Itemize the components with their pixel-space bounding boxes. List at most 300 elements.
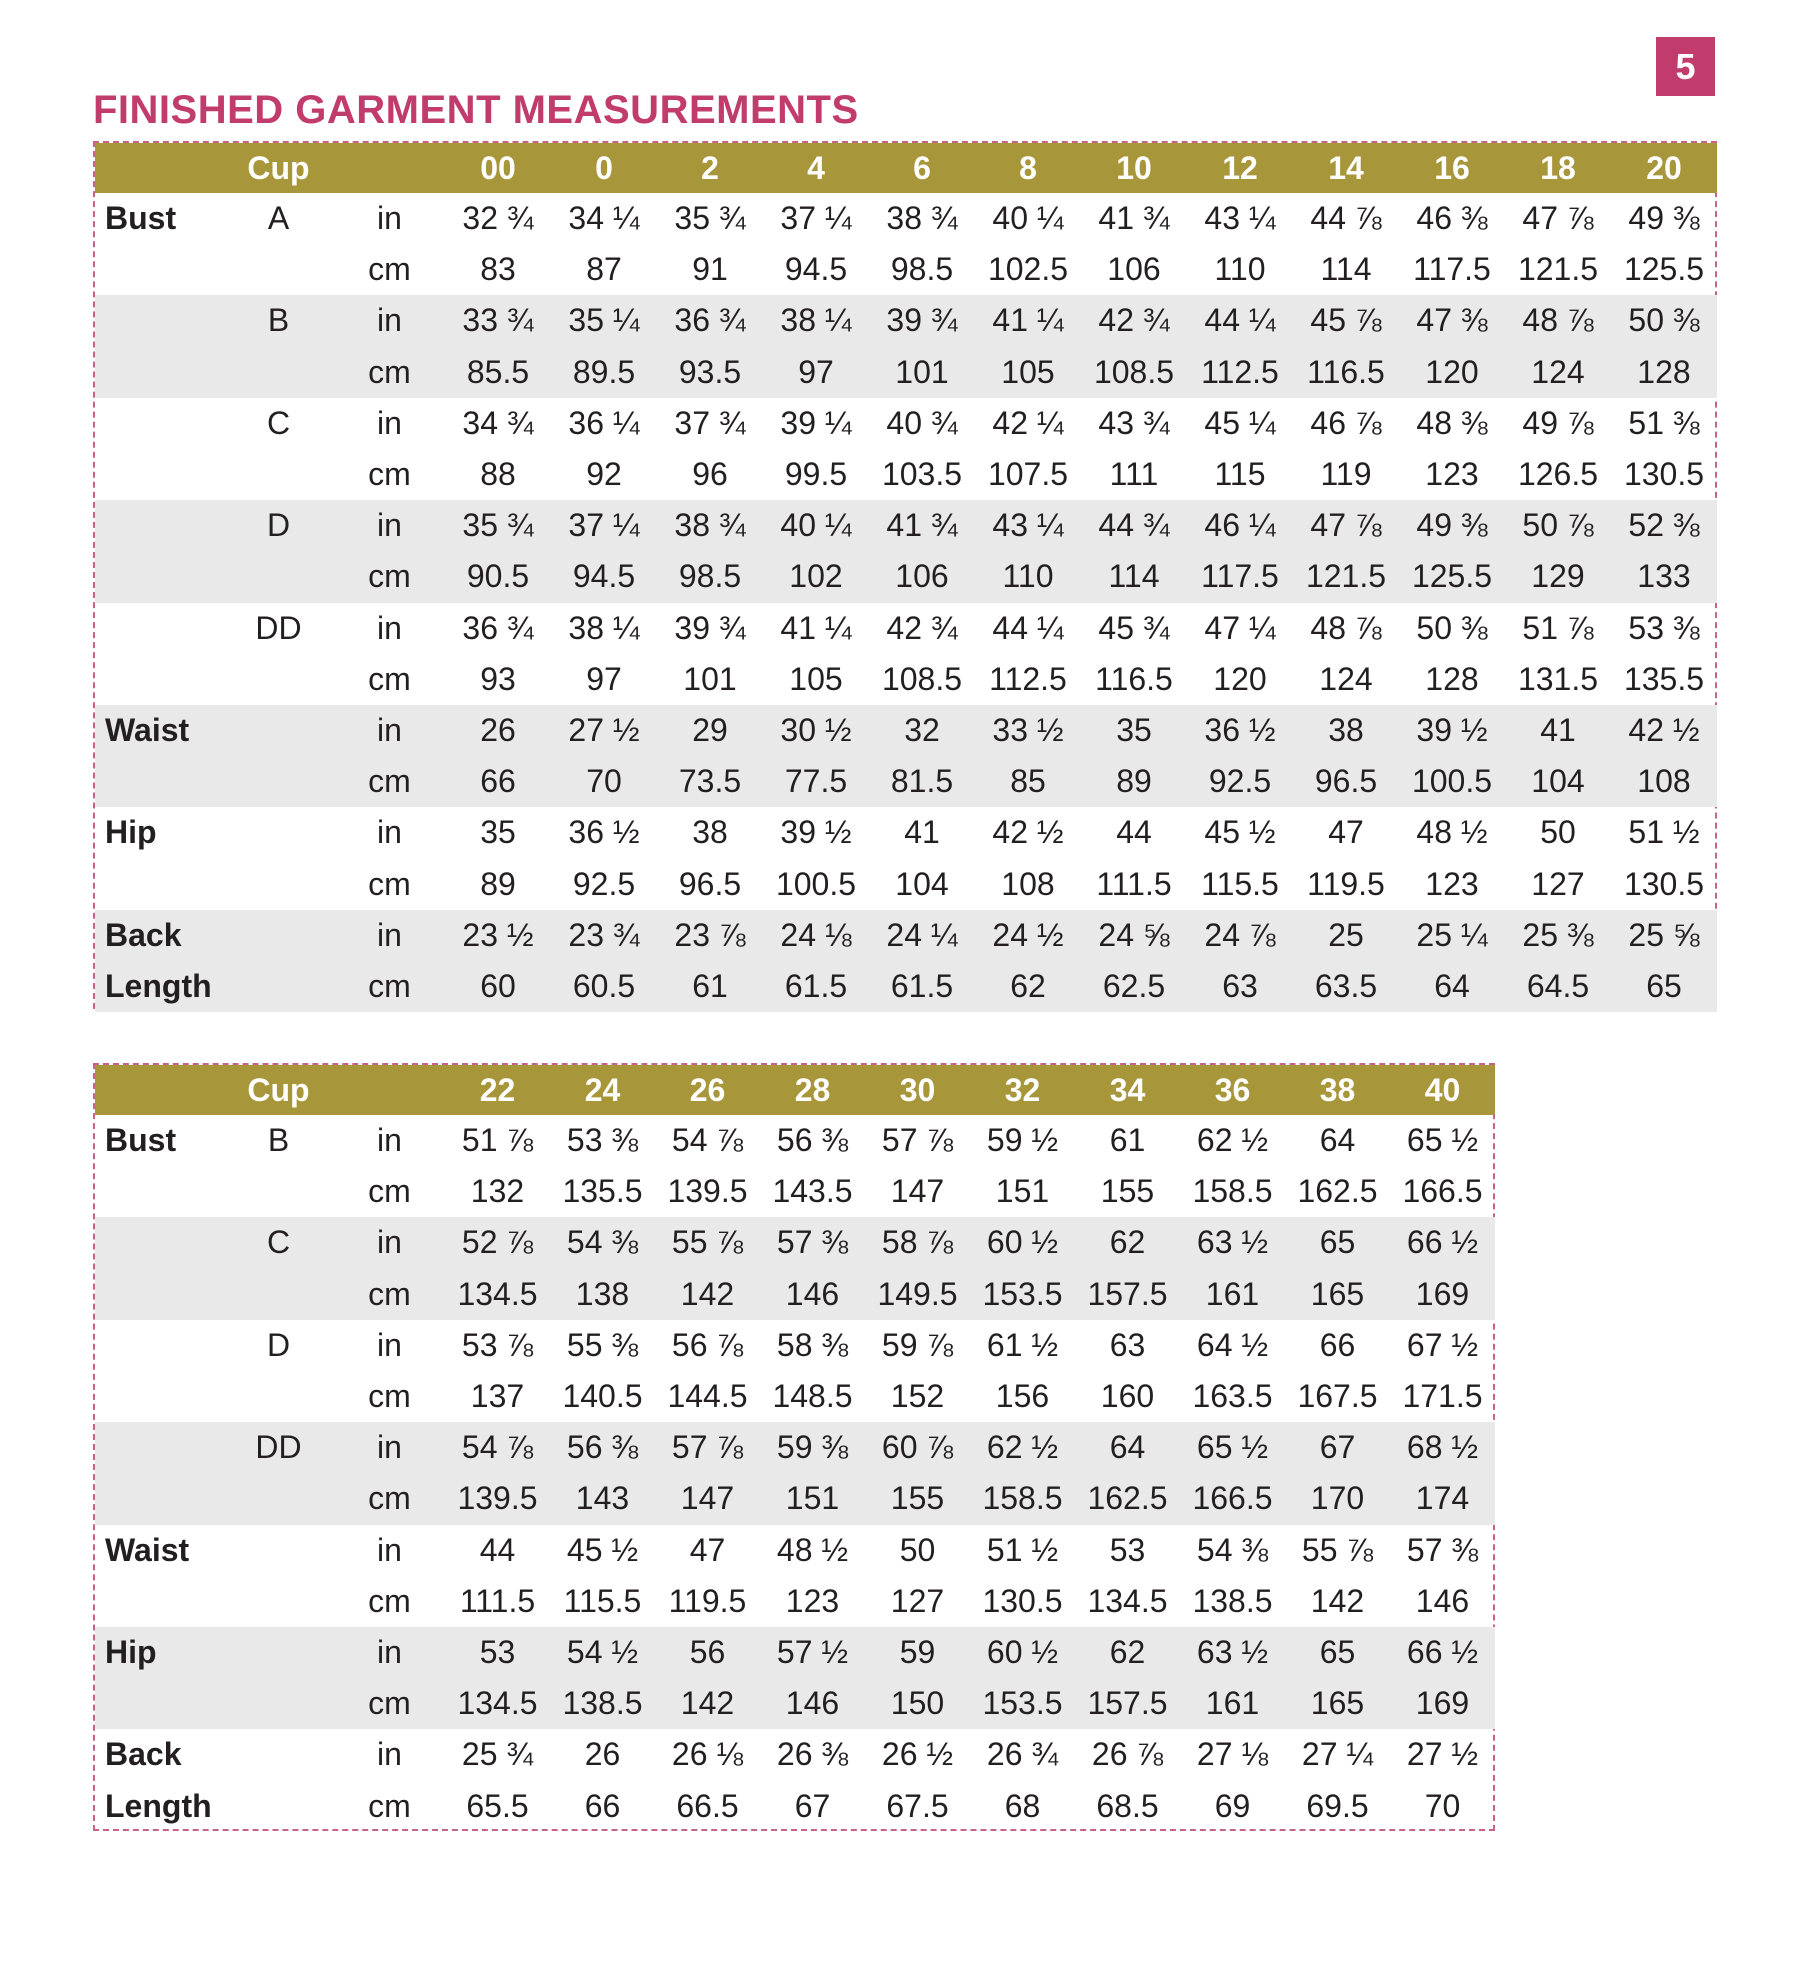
value-cell: 133	[1611, 551, 1717, 602]
value-cell: 134.5	[445, 1269, 550, 1320]
value-cell: 57 ⅞	[881, 1122, 954, 1159]
value-cell: 60 ½	[970, 1217, 1075, 1268]
value-cell: 155	[865, 1473, 970, 1524]
value-cell: 48 ½	[1416, 814, 1488, 851]
value-cell: 46 ⅞	[1310, 404, 1382, 441]
value-cell: 58 ⅞	[865, 1217, 970, 1268]
value-cell: 151	[760, 1473, 865, 1524]
value-cell: 36 ¾	[462, 609, 534, 646]
value-cell: 32 ¾	[462, 200, 534, 237]
value-cell: 161	[1180, 1269, 1285, 1320]
value-cell: 26 ⅞	[1091, 1736, 1164, 1773]
measurement-name-cell	[95, 551, 223, 602]
table-row	[95, 858, 1717, 909]
value-cell: 96.5	[1293, 756, 1399, 807]
value-cell: 132	[470, 1173, 525, 1210]
value-cell: 42 ¼	[992, 404, 1064, 441]
value-cell: 139.5	[667, 1173, 748, 1210]
value-cell: 59 ½	[986, 1122, 1059, 1159]
value-cell: 135.5	[1623, 660, 1705, 697]
value-cell: 147	[655, 1473, 760, 1524]
value-cell: 53 ⅜	[1628, 609, 1700, 646]
value-cell: 167.5	[1297, 1378, 1378, 1415]
value-cell: 24 ¼	[869, 910, 975, 961]
value-cell: 157.5	[1075, 1678, 1180, 1729]
measurement-name-cell	[95, 1576, 223, 1627]
value-cell: 110	[1214, 251, 1266, 288]
measurement-name-cell	[95, 756, 223, 807]
value-cell: 81.5	[869, 756, 975, 807]
value-cell: 66	[584, 1787, 621, 1824]
header-blank-cell	[334, 1065, 445, 1115]
value-cell: 41 ¼	[975, 295, 1081, 346]
cup-size-cell	[223, 756, 334, 807]
value-cell: 137	[470, 1378, 525, 1415]
value-cell: 162.5	[1075, 1473, 1180, 1524]
table-header-row	[95, 143, 1717, 193]
value-cell: 62	[1075, 1627, 1180, 1678]
value-cell: 37 ¼	[551, 500, 657, 551]
value-cell: 45 ⅞	[1293, 295, 1399, 346]
value-cell: 129	[1505, 551, 1611, 602]
value-cell: 38 ¾	[657, 500, 763, 551]
measurement-name-cell	[95, 398, 223, 449]
value-cell: 48 ⅞	[1505, 295, 1611, 346]
header-size-cell: 16	[1399, 143, 1505, 193]
value-cell: 39 ¾	[674, 609, 746, 646]
header-size-cell: 10	[1081, 143, 1187, 193]
value-cell: 162.5	[1297, 1173, 1378, 1210]
value-cell: 96	[692, 456, 728, 493]
value-cell: 41 ¼	[780, 609, 852, 646]
value-cell: 60.5	[551, 961, 657, 1012]
cup-size-cell: A	[267, 200, 290, 237]
value-cell: 38	[1293, 705, 1399, 756]
header-blank-cell	[95, 143, 223, 193]
header-size-cell: 4	[763, 143, 869, 193]
unit-cell: cm	[334, 961, 445, 1012]
value-cell: 108.5	[881, 660, 963, 697]
table-row	[95, 1269, 1495, 1320]
cup-size-cell	[223, 1576, 334, 1627]
unit-cell: in	[377, 1736, 402, 1773]
measurement-name-cell	[95, 500, 223, 551]
value-cell: 85	[975, 756, 1081, 807]
cup-size-cell	[223, 705, 334, 756]
table-row	[95, 910, 1717, 961]
value-cell: 44 ⅞	[1310, 200, 1382, 237]
cup-size-cell: B	[267, 1122, 290, 1159]
value-cell: 24 ⅛	[763, 910, 869, 961]
value-cell: 115	[1214, 456, 1266, 493]
value-cell: 26	[445, 705, 551, 756]
value-cell: 23 ⅞	[657, 910, 763, 961]
table-row	[95, 1473, 1495, 1524]
cup-size-cell: DD	[255, 609, 302, 646]
value-cell: 101	[683, 660, 737, 697]
value-cell: 65	[1611, 961, 1717, 1012]
unit-cell: cm	[334, 1678, 445, 1729]
header-size-cell: 12	[1187, 143, 1293, 193]
unit-cell: in	[334, 1217, 445, 1268]
value-cell: 112.5	[1187, 347, 1293, 398]
value-cell: 166.5	[1402, 1173, 1483, 1210]
value-cell: 42 ¾	[886, 609, 958, 646]
value-cell: 35	[480, 814, 516, 851]
table-row	[95, 244, 1717, 295]
value-cell: 100.5	[775, 865, 857, 902]
measurement-name-cell	[95, 654, 223, 705]
value-cell: 42 ½	[1611, 705, 1717, 756]
table-row	[95, 1166, 1495, 1217]
value-cell: 130.5	[1623, 456, 1705, 493]
value-cell: 112.5	[989, 660, 1067, 697]
value-cell: 61.5	[763, 961, 869, 1012]
unit-cell: in	[334, 500, 445, 551]
value-cell: 65 ½	[1406, 1122, 1479, 1159]
value-cell: 44	[479, 1531, 516, 1568]
value-cell: 153.5	[970, 1269, 1075, 1320]
value-cell: 47 ⅞	[1522, 200, 1594, 237]
value-cell: 59	[865, 1627, 970, 1678]
cup-size-cell	[223, 961, 334, 1012]
table-row	[95, 705, 1717, 756]
value-cell: 85.5	[445, 347, 551, 398]
value-cell: 116.5	[1293, 347, 1399, 398]
measurement-name-cell	[95, 603, 223, 654]
measurement-name-cell	[95, 1422, 223, 1473]
measurement-name-cell	[95, 1217, 223, 1268]
value-cell: 26 ¾	[986, 1736, 1059, 1773]
value-cell: 138.5	[550, 1678, 655, 1729]
unit-cell: cm	[368, 1173, 411, 1210]
value-cell: 156	[995, 1378, 1050, 1415]
value-cell: 57 ⅞	[655, 1422, 760, 1473]
table-row	[95, 1422, 1495, 1473]
table-row	[95, 1576, 1495, 1627]
value-cell: 63	[1109, 1326, 1146, 1363]
value-cell: 38 ¾	[886, 200, 958, 237]
value-cell: 140.5	[562, 1378, 643, 1415]
value-cell: 42 ½	[992, 814, 1064, 851]
value-cell: 47 ¼	[1204, 609, 1276, 646]
value-cell: 119.5	[1307, 865, 1385, 902]
value-cell: 46 ¼	[1187, 500, 1293, 551]
value-cell: 158.5	[970, 1473, 1075, 1524]
value-cell: 38 ¼	[763, 295, 869, 346]
cup-size-cell	[223, 1780, 334, 1831]
value-cell: 123	[785, 1582, 840, 1619]
value-cell: 62 ½	[1196, 1122, 1269, 1159]
value-cell: 138.5	[1192, 1582, 1273, 1619]
header-size-cell: 8	[975, 143, 1081, 193]
value-cell: 144.5	[667, 1378, 748, 1415]
value-cell: 110	[975, 551, 1081, 602]
value-cell: 51 ½	[1628, 814, 1700, 851]
cup-size-cell: B	[223, 295, 334, 346]
value-cell: 98.5	[890, 251, 954, 288]
unit-cell: cm	[334, 551, 445, 602]
value-cell: 92.5	[572, 865, 636, 902]
value-cell: 142	[655, 1678, 760, 1729]
header-size-cell: 6	[869, 143, 975, 193]
value-cell: 155	[1100, 1173, 1155, 1210]
value-cell: 174	[1390, 1473, 1495, 1524]
value-cell: 47 ⅞	[1293, 500, 1399, 551]
value-cell: 26	[584, 1736, 621, 1773]
value-cell: 67	[794, 1787, 831, 1824]
value-cell: 171.5	[1402, 1378, 1483, 1415]
measurement-name-cell	[95, 1269, 223, 1320]
unit-cell: cm	[334, 1473, 445, 1524]
value-cell: 68.5	[1096, 1787, 1159, 1824]
value-cell: 60 ⅞	[865, 1422, 970, 1473]
value-cell: 25 ⅝	[1611, 910, 1717, 961]
value-cell: 143.5	[772, 1173, 853, 1210]
cup-size-cell	[223, 858, 334, 909]
value-cell: 66	[1319, 1326, 1356, 1363]
value-cell: 108.5	[1081, 347, 1187, 398]
unit-cell: in	[334, 295, 445, 346]
value-cell: 115.5	[1201, 865, 1279, 902]
value-cell: 151	[995, 1173, 1050, 1210]
value-cell: 25	[1293, 910, 1399, 961]
value-cell: 51 ½	[986, 1531, 1059, 1568]
value-cell: 125.5	[1399, 551, 1505, 602]
header-blank-cell	[334, 143, 445, 193]
value-cell: 41	[1505, 705, 1611, 756]
value-cell: 41 ¾	[869, 500, 975, 551]
value-cell: 38	[692, 814, 728, 851]
unit-cell: cm	[334, 1269, 445, 1320]
value-cell: 54 ⅞	[445, 1422, 550, 1473]
value-cell: 94.5	[551, 551, 657, 602]
value-cell: 50	[1540, 814, 1576, 851]
value-cell: 99.5	[784, 456, 848, 493]
table-row	[95, 961, 1717, 1012]
table-row	[95, 807, 1717, 858]
cup-size-cell: D	[266, 1326, 291, 1363]
value-cell: 90.5	[445, 551, 551, 602]
value-cell: 160	[1100, 1378, 1155, 1415]
value-cell: 97	[586, 660, 622, 697]
header-size-cell: 38	[1285, 1065, 1390, 1115]
value-cell: 115.5	[563, 1582, 642, 1619]
header-size-cell: 30	[865, 1065, 970, 1115]
value-cell: 104	[1505, 756, 1611, 807]
table-row	[95, 193, 1717, 244]
value-cell: 33 ½	[975, 705, 1081, 756]
value-cell: 24 ⅝	[1081, 910, 1187, 961]
value-cell: 55 ⅞	[1301, 1531, 1374, 1568]
unit-cell: in	[377, 1326, 402, 1363]
value-cell: 61 ½	[986, 1326, 1059, 1363]
value-cell: 134.5	[1087, 1582, 1168, 1619]
value-cell: 66 ½	[1390, 1627, 1495, 1678]
unit-cell: cm	[368, 1582, 411, 1619]
value-cell: 117.5	[1187, 551, 1293, 602]
value-cell: 126.5	[1517, 456, 1599, 493]
value-cell: 100.5	[1399, 756, 1505, 807]
unit-cell: in	[377, 609, 402, 646]
value-cell: 161	[1180, 1678, 1285, 1729]
value-cell: 60 ½	[970, 1627, 1075, 1678]
value-cell: 134.5	[445, 1678, 550, 1729]
header-size-cell: 24	[550, 1065, 655, 1115]
value-cell: 73.5	[657, 756, 763, 807]
measurement-table-1	[93, 141, 1717, 1009]
cup-size-cell: DD	[223, 1422, 334, 1473]
value-cell: 102.5	[987, 251, 1069, 288]
value-cell: 111.5	[1096, 865, 1172, 902]
value-cell: 54 ⅜	[550, 1217, 655, 1268]
value-cell: 165	[1285, 1269, 1390, 1320]
value-cell: 65	[1285, 1627, 1390, 1678]
value-cell: 62	[975, 961, 1081, 1012]
value-cell: 38 ¼	[568, 609, 640, 646]
measurement-name-cell: Waist	[95, 705, 223, 756]
value-cell: 127	[890, 1582, 945, 1619]
measurement-name-cell	[95, 1678, 223, 1729]
value-cell: 61	[1109, 1122, 1146, 1159]
value-cell: 120	[1213, 660, 1267, 697]
value-cell: 52 ⅞	[445, 1217, 550, 1268]
value-cell: 62	[1075, 1217, 1180, 1268]
unit-cell: cm	[334, 347, 445, 398]
value-cell: 33 ¾	[445, 295, 551, 346]
value-cell: 153.5	[970, 1678, 1075, 1729]
value-cell: 30 ½	[763, 705, 869, 756]
value-cell: 68	[1004, 1787, 1041, 1824]
table-row	[95, 1627, 1495, 1678]
measurement-name-cell: Waist	[105, 1531, 190, 1568]
unit-cell: in	[377, 814, 402, 851]
value-cell: 50 ⅜	[1416, 609, 1488, 646]
value-cell: 119	[1320, 456, 1372, 493]
cup-size-cell	[223, 347, 334, 398]
value-cell: 50 ⅞	[1505, 500, 1611, 551]
unit-cell: cm	[368, 1378, 411, 1415]
page-title: FINISHED GARMENT MEASUREMENTS	[93, 88, 859, 132]
value-cell: 105	[975, 347, 1081, 398]
value-cell: 119.5	[668, 1582, 747, 1619]
value-cell: 43 ¼	[975, 500, 1081, 551]
measurement-name-cell	[95, 449, 223, 500]
cup-size-cell	[223, 1627, 334, 1678]
measurement-name-cell: Length	[105, 1787, 212, 1824]
value-cell: 139.5	[445, 1473, 550, 1524]
value-cell: 36 ½	[568, 814, 640, 851]
unit-cell: in	[377, 1531, 402, 1568]
value-cell: 66.5	[676, 1787, 739, 1824]
value-cell: 149.5	[865, 1269, 970, 1320]
value-cell: 96.5	[678, 865, 742, 902]
value-cell: 124	[1505, 347, 1611, 398]
value-cell: 35 ¼	[551, 295, 657, 346]
table-row	[95, 1525, 1495, 1576]
value-cell: 67.5	[886, 1787, 949, 1824]
value-cell: 146	[760, 1269, 865, 1320]
value-cell: 63 ½	[1180, 1217, 1285, 1268]
value-cell: 46 ⅜	[1416, 200, 1488, 237]
value-cell: 64 ½	[1196, 1326, 1269, 1363]
header-blank-cell	[95, 1065, 223, 1115]
value-cell: 128	[1611, 347, 1717, 398]
value-cell: 146	[760, 1678, 865, 1729]
cup-size-cell	[223, 449, 334, 500]
value-cell: 56 ⅜	[550, 1422, 655, 1473]
table-row	[95, 756, 1717, 807]
value-cell: 47 ⅜	[1399, 295, 1505, 346]
value-cell: 45 ¾	[1098, 609, 1170, 646]
unit-cell: in	[377, 200, 402, 237]
value-cell: 39 ¼	[780, 404, 852, 441]
value-cell: 106	[1107, 251, 1161, 288]
header-size-cell: 2	[657, 143, 763, 193]
value-cell: 27 ¼	[1301, 1736, 1374, 1773]
value-cell: 54 ⅞	[671, 1122, 744, 1159]
value-cell: 53	[1109, 1531, 1146, 1568]
table-row	[95, 654, 1717, 705]
value-cell: 166.5	[1180, 1473, 1285, 1524]
value-cell: 62.5	[1081, 961, 1187, 1012]
value-cell: 40 ¾	[886, 404, 958, 441]
table-row	[95, 551, 1717, 602]
value-cell: 34 ¾	[462, 404, 534, 441]
header-size-cell: 14	[1293, 143, 1399, 193]
cup-size-cell	[223, 654, 334, 705]
measurement-name-cell	[95, 1473, 223, 1524]
value-cell: 128	[1425, 660, 1479, 697]
measurement-name-cell: Length	[95, 961, 223, 1012]
value-cell: 29	[657, 705, 763, 756]
header-size-cell: 18	[1505, 143, 1611, 193]
value-cell: 121.5	[1293, 551, 1399, 602]
value-cell: 123	[1425, 456, 1479, 493]
value-cell: 170	[1285, 1473, 1390, 1524]
value-cell: 66	[445, 756, 551, 807]
header-cup-label: Cup	[223, 1065, 334, 1115]
table-row	[95, 1780, 1495, 1831]
value-cell: 130.5	[982, 1582, 1063, 1619]
value-cell: 102	[763, 551, 869, 602]
value-cell: 121.5	[1517, 251, 1599, 288]
value-cell: 65	[1285, 1217, 1390, 1268]
value-cell: 61	[657, 961, 763, 1012]
measurement-name-cell	[95, 858, 223, 909]
value-cell: 111	[1109, 456, 1159, 493]
unit-cell: cm	[368, 251, 411, 288]
value-cell: 48 ⅞	[1310, 609, 1382, 646]
value-cell: 39 ½	[780, 814, 852, 851]
value-cell: 54 ⅜	[1196, 1531, 1269, 1568]
table-row	[95, 1729, 1495, 1780]
unit-cell: in	[334, 1627, 445, 1678]
cup-size-cell	[223, 910, 334, 961]
value-cell: 35 ¾	[674, 200, 746, 237]
header-size-cell: 32	[970, 1065, 1075, 1115]
value-cell: 104	[895, 865, 949, 902]
value-cell: 108	[1611, 756, 1717, 807]
value-cell: 131.5	[1517, 660, 1599, 697]
value-cell: 27 ⅛	[1196, 1736, 1269, 1773]
value-cell: 101	[869, 347, 975, 398]
measurement-name-cell: Bust	[105, 200, 177, 237]
value-cell: 50 ⅜	[1611, 295, 1717, 346]
value-cell: 55 ⅜	[566, 1326, 639, 1363]
value-cell: 57 ⅜	[760, 1217, 865, 1268]
measurement-name-cell: Back	[95, 910, 223, 961]
